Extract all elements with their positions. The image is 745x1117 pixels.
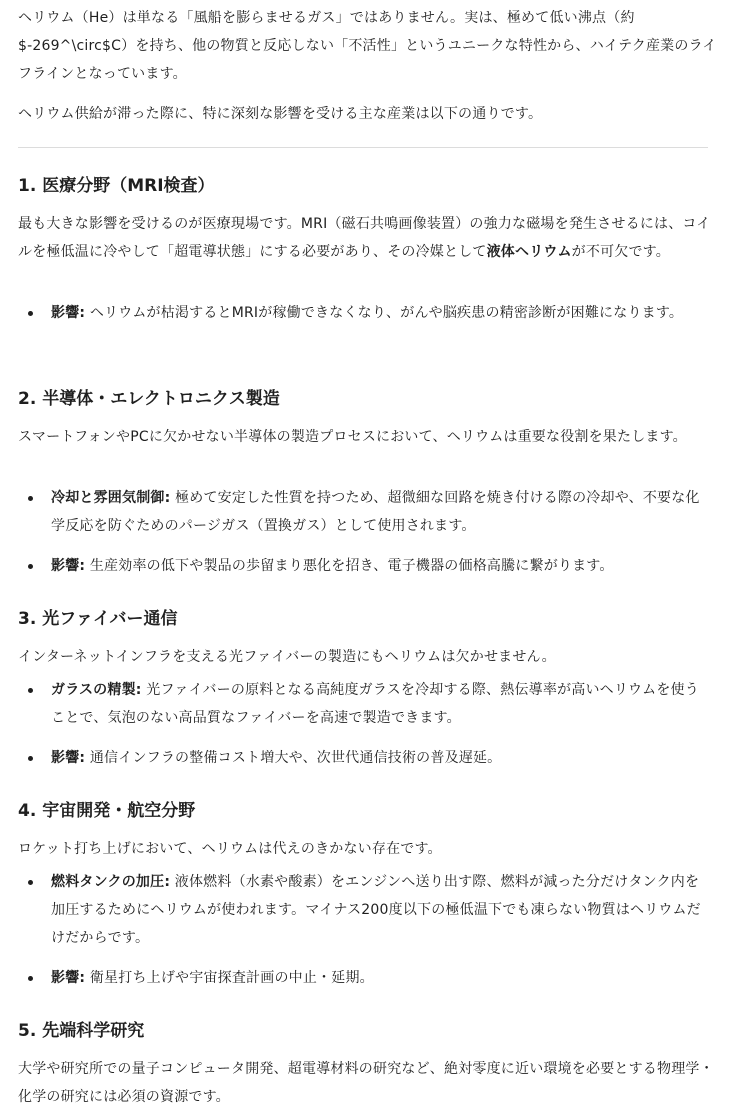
list-item: 影響: 通信インフラの整備コスト増大や、次世代通信技術の普及遅延。 <box>18 744 708 772</box>
list-item: 冷却と雰囲気制御: 極めて安定した性質を持つため、超微細な回路を焼き付ける際の冷却や、不要な化学反応を防ぐためのパージガス（置換ガス）として使用されます。 <box>18 484 708 540</box>
bullet-dot <box>28 311 33 316</box>
list-item: ガラスの精製: 光ファイバーの原料となる高純度ガラスを冷却する際、熱伝導率が高いヘリウムを使うことで、気泡のない高品質なファイバーを高速で製造できます。 <box>18 676 708 732</box>
section-4-paragraph: ロケット打ち上げにおいて、ヘリウムは代えのきかない存在です。 <box>18 841 442 857</box>
intro-paragraph: ヘリウム（He）は単なる「風船を膨らませるガス」ではありません。実は、極めて低い沸点（約 $-269^\circ$C）を持ち、他の物質と反応しない「不活性」というユニークな特性から、ハイテク産業のライフラインとなっています。 <box>18 10 717 82</box>
list-item: 影響: 生産効率の低下や製品の歩留まり悪化を招き、電子機器の価格高騰に繋がります。 <box>18 552 708 580</box>
bullet-dot <box>28 496 33 501</box>
section-divider <box>18 147 708 148</box>
section-3-heading: 3. 光ファイバー通信 <box>18 609 178 629</box>
section-5-paragraph: 大学や研究所での量子コンピュータ開発、超電導材料の研究など、絶対零度に近い環境を必要とする物理学・化学の研究には必須の資源です。 <box>18 1061 714 1105</box>
bullet-dot <box>28 976 33 981</box>
bullet-dot <box>28 564 33 569</box>
bullet-dot <box>28 880 33 885</box>
bullet-dot <box>28 688 33 693</box>
list-item: 影響: 衛星打ち上げや宇宙探査計画の中止・延期。 <box>18 964 708 992</box>
section-2-bullets <box>18 484 708 592</box>
section-1-bullets <box>18 299 708 339</box>
section-1-heading: 1. 医療分野（MRI検査） <box>18 176 215 196</box>
section-2-heading: 2. 半導体・エレクトロニクス製造 <box>18 389 280 409</box>
section-3-paragraph: インターネットインフラを支える光ファイバーの製造にもヘリウムは欠かせません。 <box>18 649 556 665</box>
section-5-heading: 5. 先端科学研究 <box>18 1021 145 1041</box>
list-item: 影響: ヘリウムが枯渇するとMRIが稼働できなくなり、がんや脳疾患の精密診断が困難になります。 <box>18 299 708 327</box>
section-3-bullets <box>18 676 708 784</box>
section-4-heading: 4. 宇宙開発・航空分野 <box>18 801 196 821</box>
section-1-paragraph: 最も大きな影響を受けるのが医療現場です。MRI（磁石共鳴画像装置）の強力な磁場を発生させるには、コイルを極低温に冷やして「超電導状態」にする必要があり、その冷媒として液体ヘリウムが不可欠です。 <box>18 216 711 260</box>
section-4-bullets <box>18 868 708 1004</box>
list-item: 燃料タンクの加圧: 液体燃料（水素や酸素）をエンジンへ送り出す際、燃料が減った分だけタンク内を加圧するためにヘリウムが使われます。マイナス200度以下の極低温下でも凍らない物質はヘリウムだけだからです。 <box>18 868 708 952</box>
section-2-paragraph: スマートフォンやPCに欠かせない半導体の製造プロセスにおいて、ヘリウムは重要な役割を果たします。 <box>18 429 687 445</box>
bullet-dot <box>28 756 33 761</box>
intro-summary: ヘリウム供給が滞った際に、特に深刻な影響を受ける主な産業は以下の通りです。 <box>18 106 543 122</box>
